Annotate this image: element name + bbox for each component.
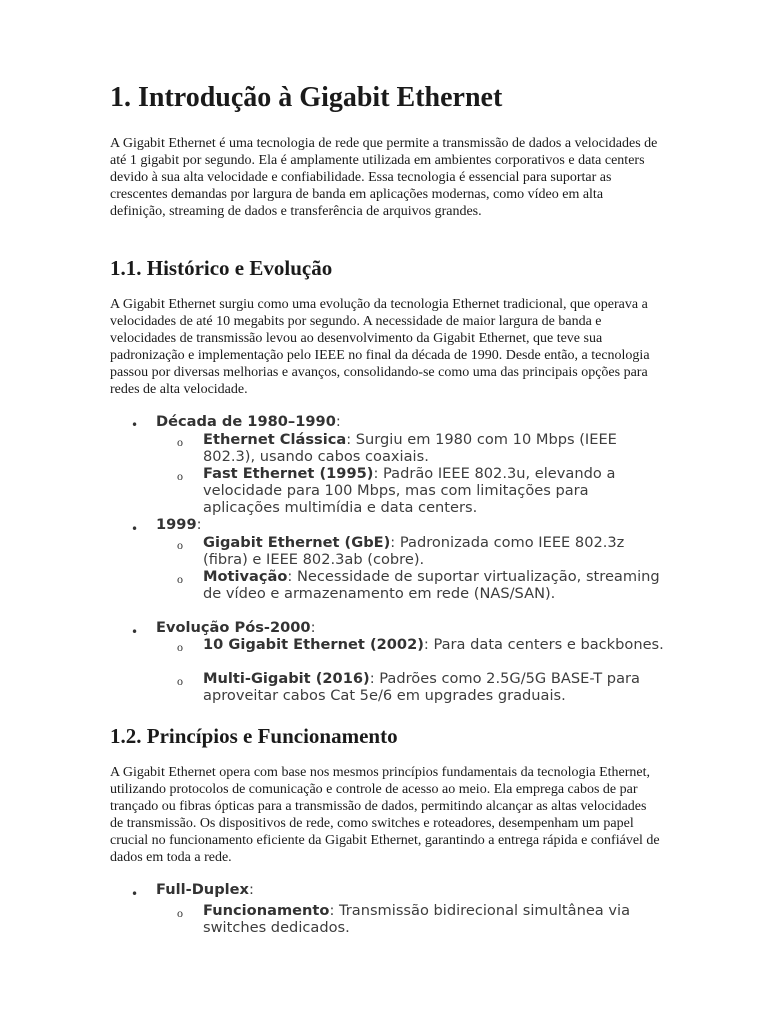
- sub-list-item: Motivação: Necessidade de suportar virtualização, streaming de vídeo e armazenamento em rede (NAS/SAN).: [203, 568, 660, 602]
- bullet-marker: •: [131, 887, 139, 901]
- bullet-marker: •: [131, 418, 139, 432]
- list-item-1999: 1999:: [156, 516, 202, 533]
- sub-list-item: Multi-Gigabit (2016): Padrões como 2.5G/5G BASE-T para aproveitar cabos Cat 5e/6 em upgrades graduais.: [203, 670, 640, 704]
- list-item-decada: Década de 1980–1990:: [156, 413, 341, 430]
- sub-bullet-marker: o: [177, 538, 183, 552]
- page-title: 1. Introdução à Gigabit Ethernet: [110, 82, 503, 113]
- sub-bullet-marker: o: [177, 674, 183, 688]
- list-item-pos-2000: Evolução Pós-2000:: [156, 619, 316, 636]
- section-heading-historico: 1.1. Histórico e Evolução: [110, 256, 333, 280]
- list-item-label: Década de 1980–1990: [156, 413, 336, 430]
- sub-list-item: Gigabit Ethernet (GbE): Padronizada como IEEE 802.3z (fibra) e IEEE 802.3ab (cobre).: [203, 534, 625, 568]
- sub-list-item: Ethernet Clássica: Surgiu em 1980 com 10 Mbps (IEEE 802.3), usando cabos coaxiais.: [203, 431, 617, 465]
- intro-paragraph: A Gigabit Ethernet é uma tecnologia de rede que permite a transmissão de dados a velocidades de até 1 gigabit por segundo. Ela é amplamente utilizada em ambientes corporativos e data centers devido à sua alta velocidade e confiabilidade. Essa tecnologia é essencial para suportar as crescentes demandas por largura de banda em aplicações modernas, como vídeo em alta definição, streaming de dados e transferência de arquivos grandes.: [110, 136, 658, 219]
- sub-list-item: Funcionamento: Transmissão bidirecional simultânea via switches dedicados.: [203, 902, 631, 936]
- historico-paragraph: A Gigabit Ethernet surgiu como uma evolução da tecnologia Ethernet tradicional, que operava a velocidades de até 10 megabits por segundo. A necessidade de maior largura de banda e velocidades de transmissão levou ao desenvolvimento da Gigabit Ethernet, que teve sua padronização e implementação pelo IEEE no final da década de 1990. Desde então, a tecnologia passou por diversas melhorias e avanços, consolidando-se como uma das principais opções para redes de alta velocidade.: [110, 297, 650, 397]
- sub-bullet-marker: o: [177, 469, 183, 483]
- sub-bullet-marker: o: [177, 906, 183, 920]
- sub-bullet-marker: o: [177, 572, 183, 586]
- sub-bullet-marker: o: [177, 435, 183, 449]
- list-item-full-duplex: Full-Duplex:: [156, 881, 254, 898]
- bullet-marker: •: [131, 522, 139, 536]
- sub-bullet-marker: o: [177, 640, 183, 654]
- section-heading-principios: 1.2. Princípios e Funcionamento: [110, 724, 398, 748]
- sub-list-item: Fast Ethernet (1995): Padrão IEEE 802.3u, elevando a velocidade para 100 Mbps, mas com limitações para aplicações multimídia e data centers.: [203, 465, 616, 516]
- principios-paragraph: A Gigabit Ethernet opera com base nos mesmos princípios fundamentais da tecnologia Ethernet, utilizando protocolos de comunicação e controle de acesso ao meio. Ela emprega cabos de par trançado ou fibras ópticas para a transmissão de dados, permitindo alcançar as altas velocidades de transmissão. Os dispositivos de rede, como switches e roteadores, desempenham um papel crucial no funcionamento eficiente da Gigabit Ethernet, garantindo a entrega rápida e confiável de dados em toda a rede.: [110, 765, 660, 865]
- bullet-marker: •: [131, 625, 139, 639]
- sub-list-item: 10 Gigabit Ethernet (2002): Para data centers e backbones.: [203, 636, 664, 653]
